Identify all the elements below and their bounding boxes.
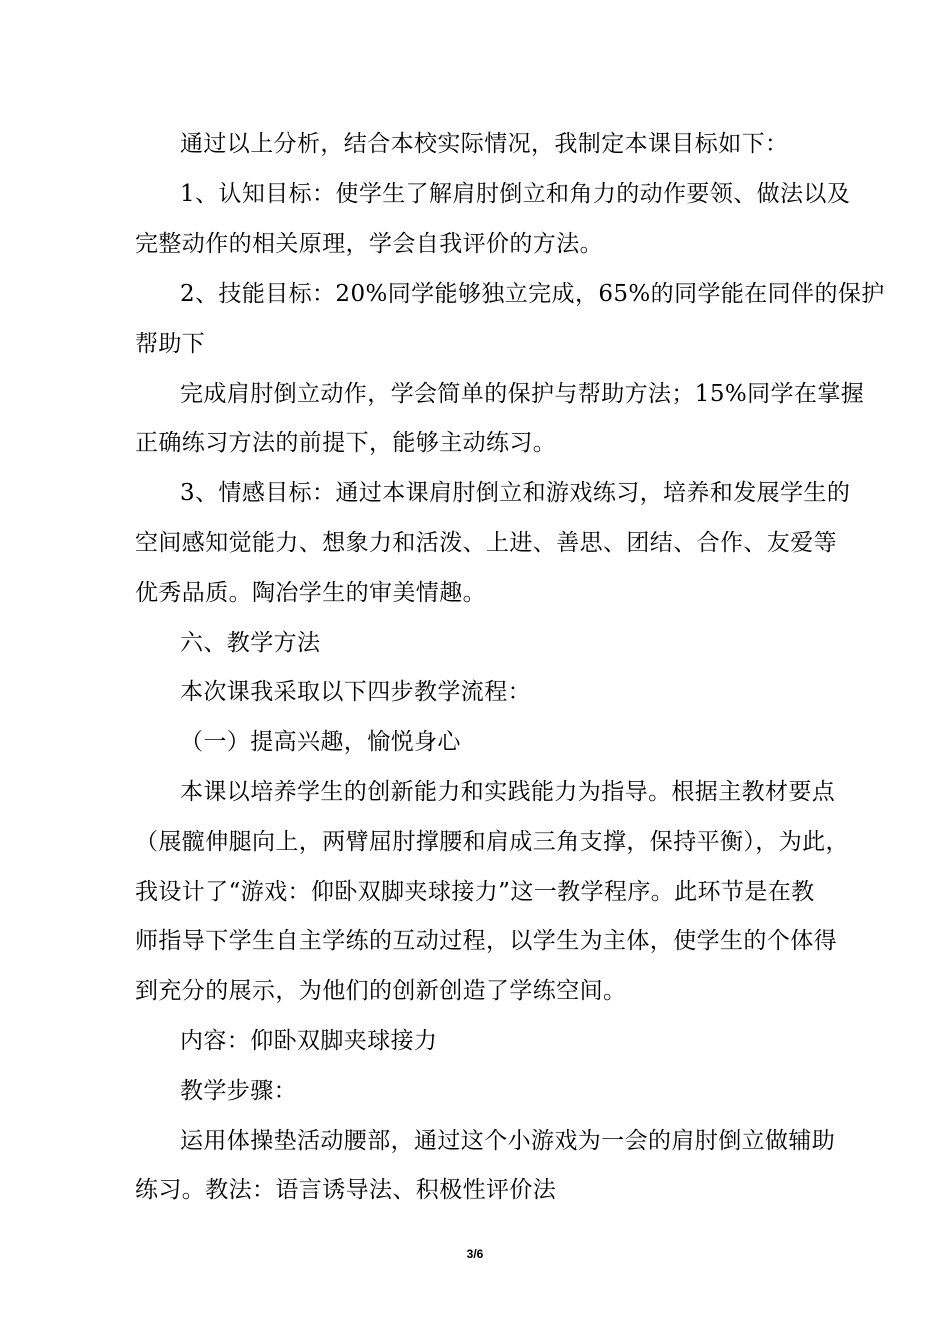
paragraph-line: 3、情感目标：通过本课肩肘倒立和游戏练习，培养和发展学生的 bbox=[180, 480, 851, 506]
paragraph-line: 优秀品质。陶冶学生的审美情趣。 bbox=[135, 580, 486, 606]
paragraph-line: 完成肩肘倒立动作，学会简单的保护与帮助方法；15%同学在掌握 bbox=[180, 381, 865, 407]
paragraph-line: 师指导下学生自主学练的互动过程，以学生为主体，使学生的个体得 bbox=[135, 928, 837, 954]
paragraph-line: 到充分的展示，为他们的创新创造了学练空间。 bbox=[135, 978, 627, 1004]
paragraph-line: 练习。教法：语言诱导法、积极性评价法 bbox=[135, 1177, 557, 1203]
paragraph-line: 正确练习方法的前提下，能够主动练习。 bbox=[135, 430, 557, 456]
paragraph-line: 空间感知觉能力、想象力和活泼、上进、善思、团结、合作、友爱等 bbox=[135, 530, 837, 556]
paragraph-line: 完整动作的相关原理，学会自我评价的方法。 bbox=[135, 231, 603, 257]
paragraph-line: 本次课我采取以下四步教学流程： bbox=[180, 679, 531, 705]
paragraph-line: 内容：仰卧双脚夹球接力 bbox=[180, 1028, 438, 1054]
paragraph-line: 教学步骤： bbox=[180, 1078, 297, 1104]
paragraph-line: 本课以培养学生的创新能力和实践能力为指导。根据主教材要点 bbox=[180, 779, 836, 805]
paragraph-line: 通过以上分析，结合本校实际情况，我制定本课目标如下： bbox=[180, 131, 789, 157]
paragraph-line: （展髋伸腿向上，两臂屈肘撑腰和肩成三角支撑，保持平衡），为此， bbox=[135, 829, 849, 855]
paragraph-line: 帮助下 bbox=[135, 331, 206, 357]
subsection-heading: （一）提高兴趣，愉悦身心 bbox=[180, 729, 461, 755]
section-heading: 六、教学方法 bbox=[180, 630, 321, 656]
paragraph-line: 2、技能目标：20%同学能够独立完成，65%的同学能在同伴的保护 bbox=[180, 281, 885, 307]
paragraph-line: 1、认知目标：使学生了解肩肘倒立和角力的动作要领、做法以及 bbox=[180, 181, 851, 207]
paragraph-line: 我设计了“游戏：仰卧双脚夹球接力”这一教学程序。此环节是在教 bbox=[135, 879, 815, 905]
paragraph-line: 运用体操垫活动腰部，通过这个小游戏为一会的肩肘倒立做辅助 bbox=[180, 1128, 836, 1154]
page-number: 3/6 bbox=[466, 1247, 484, 1261]
